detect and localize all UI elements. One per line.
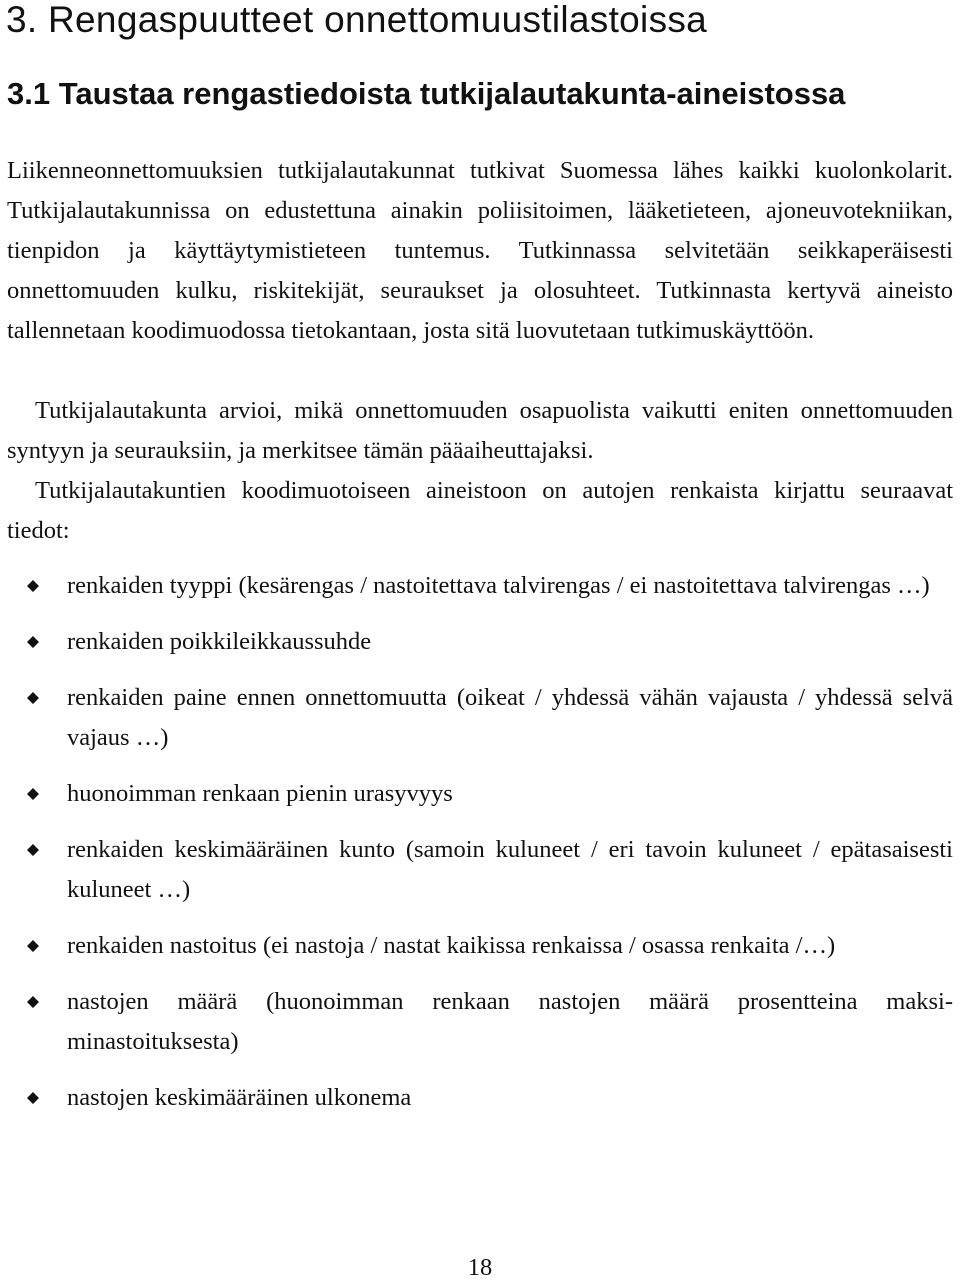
list-item-text: renkaiden nastoitus (ei nastoja / nastat kaikissa renkaissa / osassa renkaita /…) bbox=[67, 932, 836, 959]
diamond-bullet-icon bbox=[27, 636, 39, 648]
paragraph-main-cause: Tutkijalautakunta arvioi, mikä onnettomuuden osapuolista vaikutti eniten onnettomuuden syntyyn ja seurauksiin, ja merkitsee tämän pääaiheuttajaksi. bbox=[7, 397, 953, 464]
list-item-text: renkaiden poikkileikkaussuhde bbox=[67, 628, 372, 655]
list-item bbox=[0, 982, 953, 1062]
list-item-text: nastojen määrä (huonoimman renkaan nastojen määrä prosentteina maksiminastoituksesta) bbox=[67, 988, 953, 1055]
list-item bbox=[0, 1078, 953, 1118]
list-item bbox=[0, 926, 953, 966]
list-item-text: renkaiden keskimääräinen kunto (samoin kuluneet / eri tavoin kuluneet / epätasaisesti kuluneet …) bbox=[67, 836, 953, 903]
section-heading: 3.1 Taustaa rengastiedoista tutkijalautakunta-aineistossa bbox=[7, 76, 846, 111]
list-item-text: renkaiden tyyppi (kesärengas / nastoitettava talvirengas / ei nastoitettava talvirengas …) bbox=[67, 572, 930, 599]
list-item bbox=[0, 830, 953, 910]
diamond-bullet-icon bbox=[27, 1092, 39, 1104]
list-item bbox=[0, 622, 953, 662]
list-item-text: huonoimman renkaan pienin urasyvyys bbox=[67, 780, 453, 807]
diamond-bullet-icon bbox=[27, 844, 39, 856]
diamond-bullet-icon bbox=[27, 996, 39, 1008]
diamond-bullet-icon bbox=[27, 788, 39, 800]
list-item bbox=[0, 566, 953, 606]
chapter-heading: 3. Rengaspuutteet onnettomuustilastoissa bbox=[6, 0, 708, 40]
paragraph-tire-data: Tutkijalautakuntien koodimuotoiseen aineistoon on autojen renkaista kirjattu seuraavat tiedot: bbox=[7, 477, 953, 544]
diamond-bullet-icon bbox=[27, 940, 39, 952]
diamond-bullet-icon bbox=[27, 580, 39, 592]
tire-data-list bbox=[0, 566, 960, 1134]
list-item-text: nastojen keskimääräinen ulkonema bbox=[67, 1084, 412, 1111]
paragraph-intro: Liikenneonnettomuuksien tutkijalautakunnat tutkivat Suomessa lähes kaikki kuolonkolarit. Tutkijalautakunnissa on edustettuna ainakin poliisitoimen, lääketieteen, ajoneuvotekniikan, tienpidon ja käyttäytymistieteen tuntemus. Tutkinnassa selvitetään seikkaperäisesti onnettomuuden kulku, riskitekijät, seuraukset ja olosuhteet. Tutkinnasta kertyvä aineisto tallennetaan koodimuodossa tietokantaan, josta sitä luovutetaan tutkimuskäyttöön. bbox=[7, 157, 953, 344]
page-number: 18 bbox=[467, 1254, 493, 1281]
diamond-bullet-icon bbox=[27, 692, 39, 704]
list-item-text: renkaiden paine ennen onnettomuutta (oikeat / yhdessä vähän vajausta / yhdessä selvä vajaus …) bbox=[67, 684, 953, 751]
list-item bbox=[0, 774, 953, 814]
list-item bbox=[0, 678, 953, 758]
